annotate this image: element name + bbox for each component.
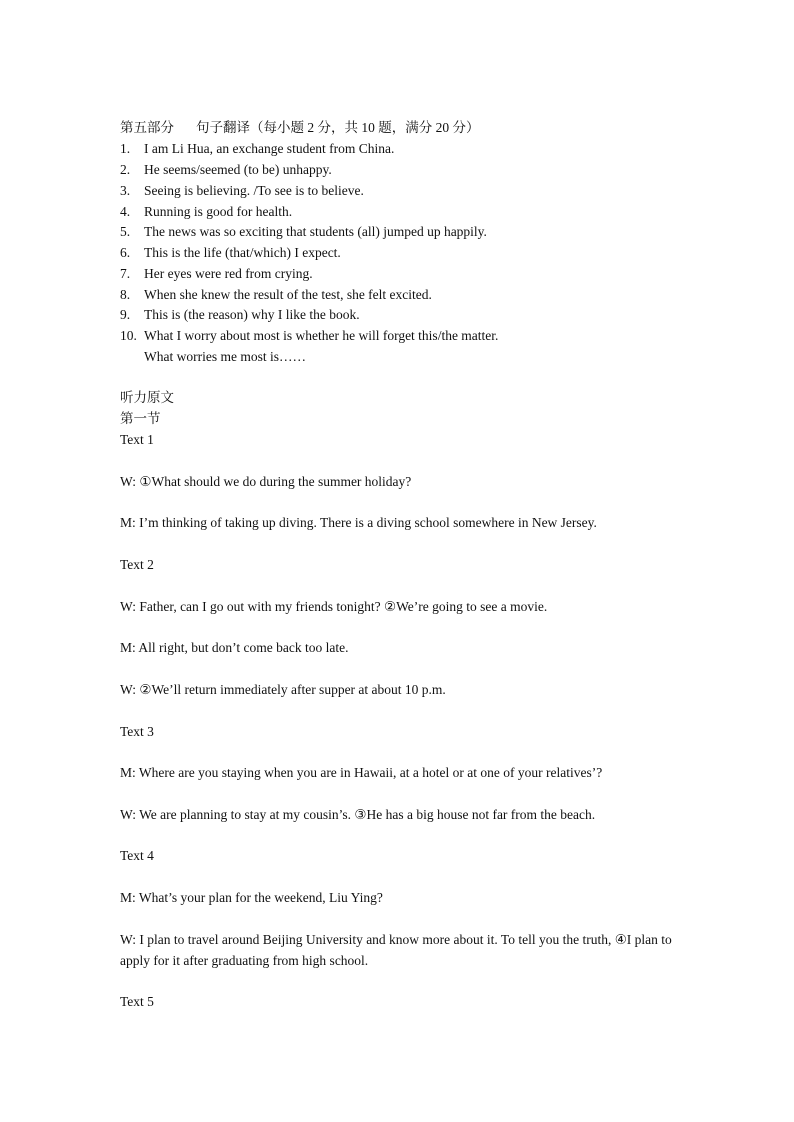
text-label: Text 2 [120,557,154,572]
item-text: He seems/seemed (to be) unhappy. [144,162,332,177]
translation-item [120,182,364,200]
item-number: 10. [120,328,137,343]
text-label: Text 1 [120,432,154,447]
translation-item [120,286,432,304]
item-number: 1. [120,141,131,156]
dialogue-line: W: ①What should we do during the summer holiday? [120,474,412,489]
item-text: Seeing is believing. /To see is to believe. [144,183,364,198]
item-number: 7. [120,266,131,281]
item-text: Her eyes were red from crying. [144,266,313,281]
dialogue-line: M: Where are you staying when you are in Hawaii, at a hotel or at one of your relatives’? [120,765,603,780]
item-text: When she knew the result of the test, she felt excited. [144,287,432,302]
dialogue-line: M: I’m thinking of taking up diving. There is a diving school somewhere in New Jersey. [120,515,597,530]
dialogue-line: M: All right, but don’t come back too late. [120,640,349,655]
item-text: This is the life (that/which) I expect. [144,245,341,260]
listening-title: 听力原文 [120,390,174,405]
section-label: 第五部分 [120,120,174,135]
item-number: 9. [120,307,131,322]
translation-item [120,306,360,324]
translation-item [120,265,313,283]
item-number: 8. [120,287,131,302]
translation-item [120,223,487,241]
section-title: 句子翻译（每小题 2 分，共 10 题，满分 20 分） [196,120,480,135]
listening-part: 第一节 [120,411,161,426]
dialogue-line: M: What’s your plan for the weekend, Liu Ying? [120,890,383,905]
text-label: Text 4 [120,848,154,863]
item-text: This is (the reason) why I like the book. [144,307,360,322]
text-label: Text 3 [120,724,154,739]
item-text: What I worry about most is whether he will forget this/the matter. [144,328,499,343]
translation-item [120,327,498,345]
item-text: The news was so exciting that students (all) jumped up happily. [144,224,487,239]
translation-extra: What worries me most is…… [144,349,306,364]
text-label: Text 5 [120,994,154,1009]
item-number: 5. [120,224,131,239]
dialogue-line: W: We are planning to stay at my cousin’s. ③He has a big house not far from the beach. [120,807,596,822]
section-heading [120,119,480,137]
item-number: 3. [120,183,131,198]
item-text: I am Li Hua, an exchange student from China. [144,141,395,156]
item-number: 6. [120,245,131,260]
item-number: 4. [120,204,131,219]
translation-item [120,140,394,158]
item-number: 2. [120,162,131,177]
dialogue-paragraph: W: I plan to travel around Beijing University and know more about it. To tell you the truth, ④I plan to apply for it after graduating from high school. [120,932,672,968]
item-text: Running is good for health. [144,204,293,219]
translation-item [120,244,341,262]
dialogue-line: W: Father, can I go out with my friends tonight? ②We’re going to see a movie. [120,599,548,614]
translation-item [120,161,332,179]
dialogue-line: W: ②We’ll return immediately after supper at about 10 p.m. [120,682,446,697]
translation-item [120,203,292,221]
